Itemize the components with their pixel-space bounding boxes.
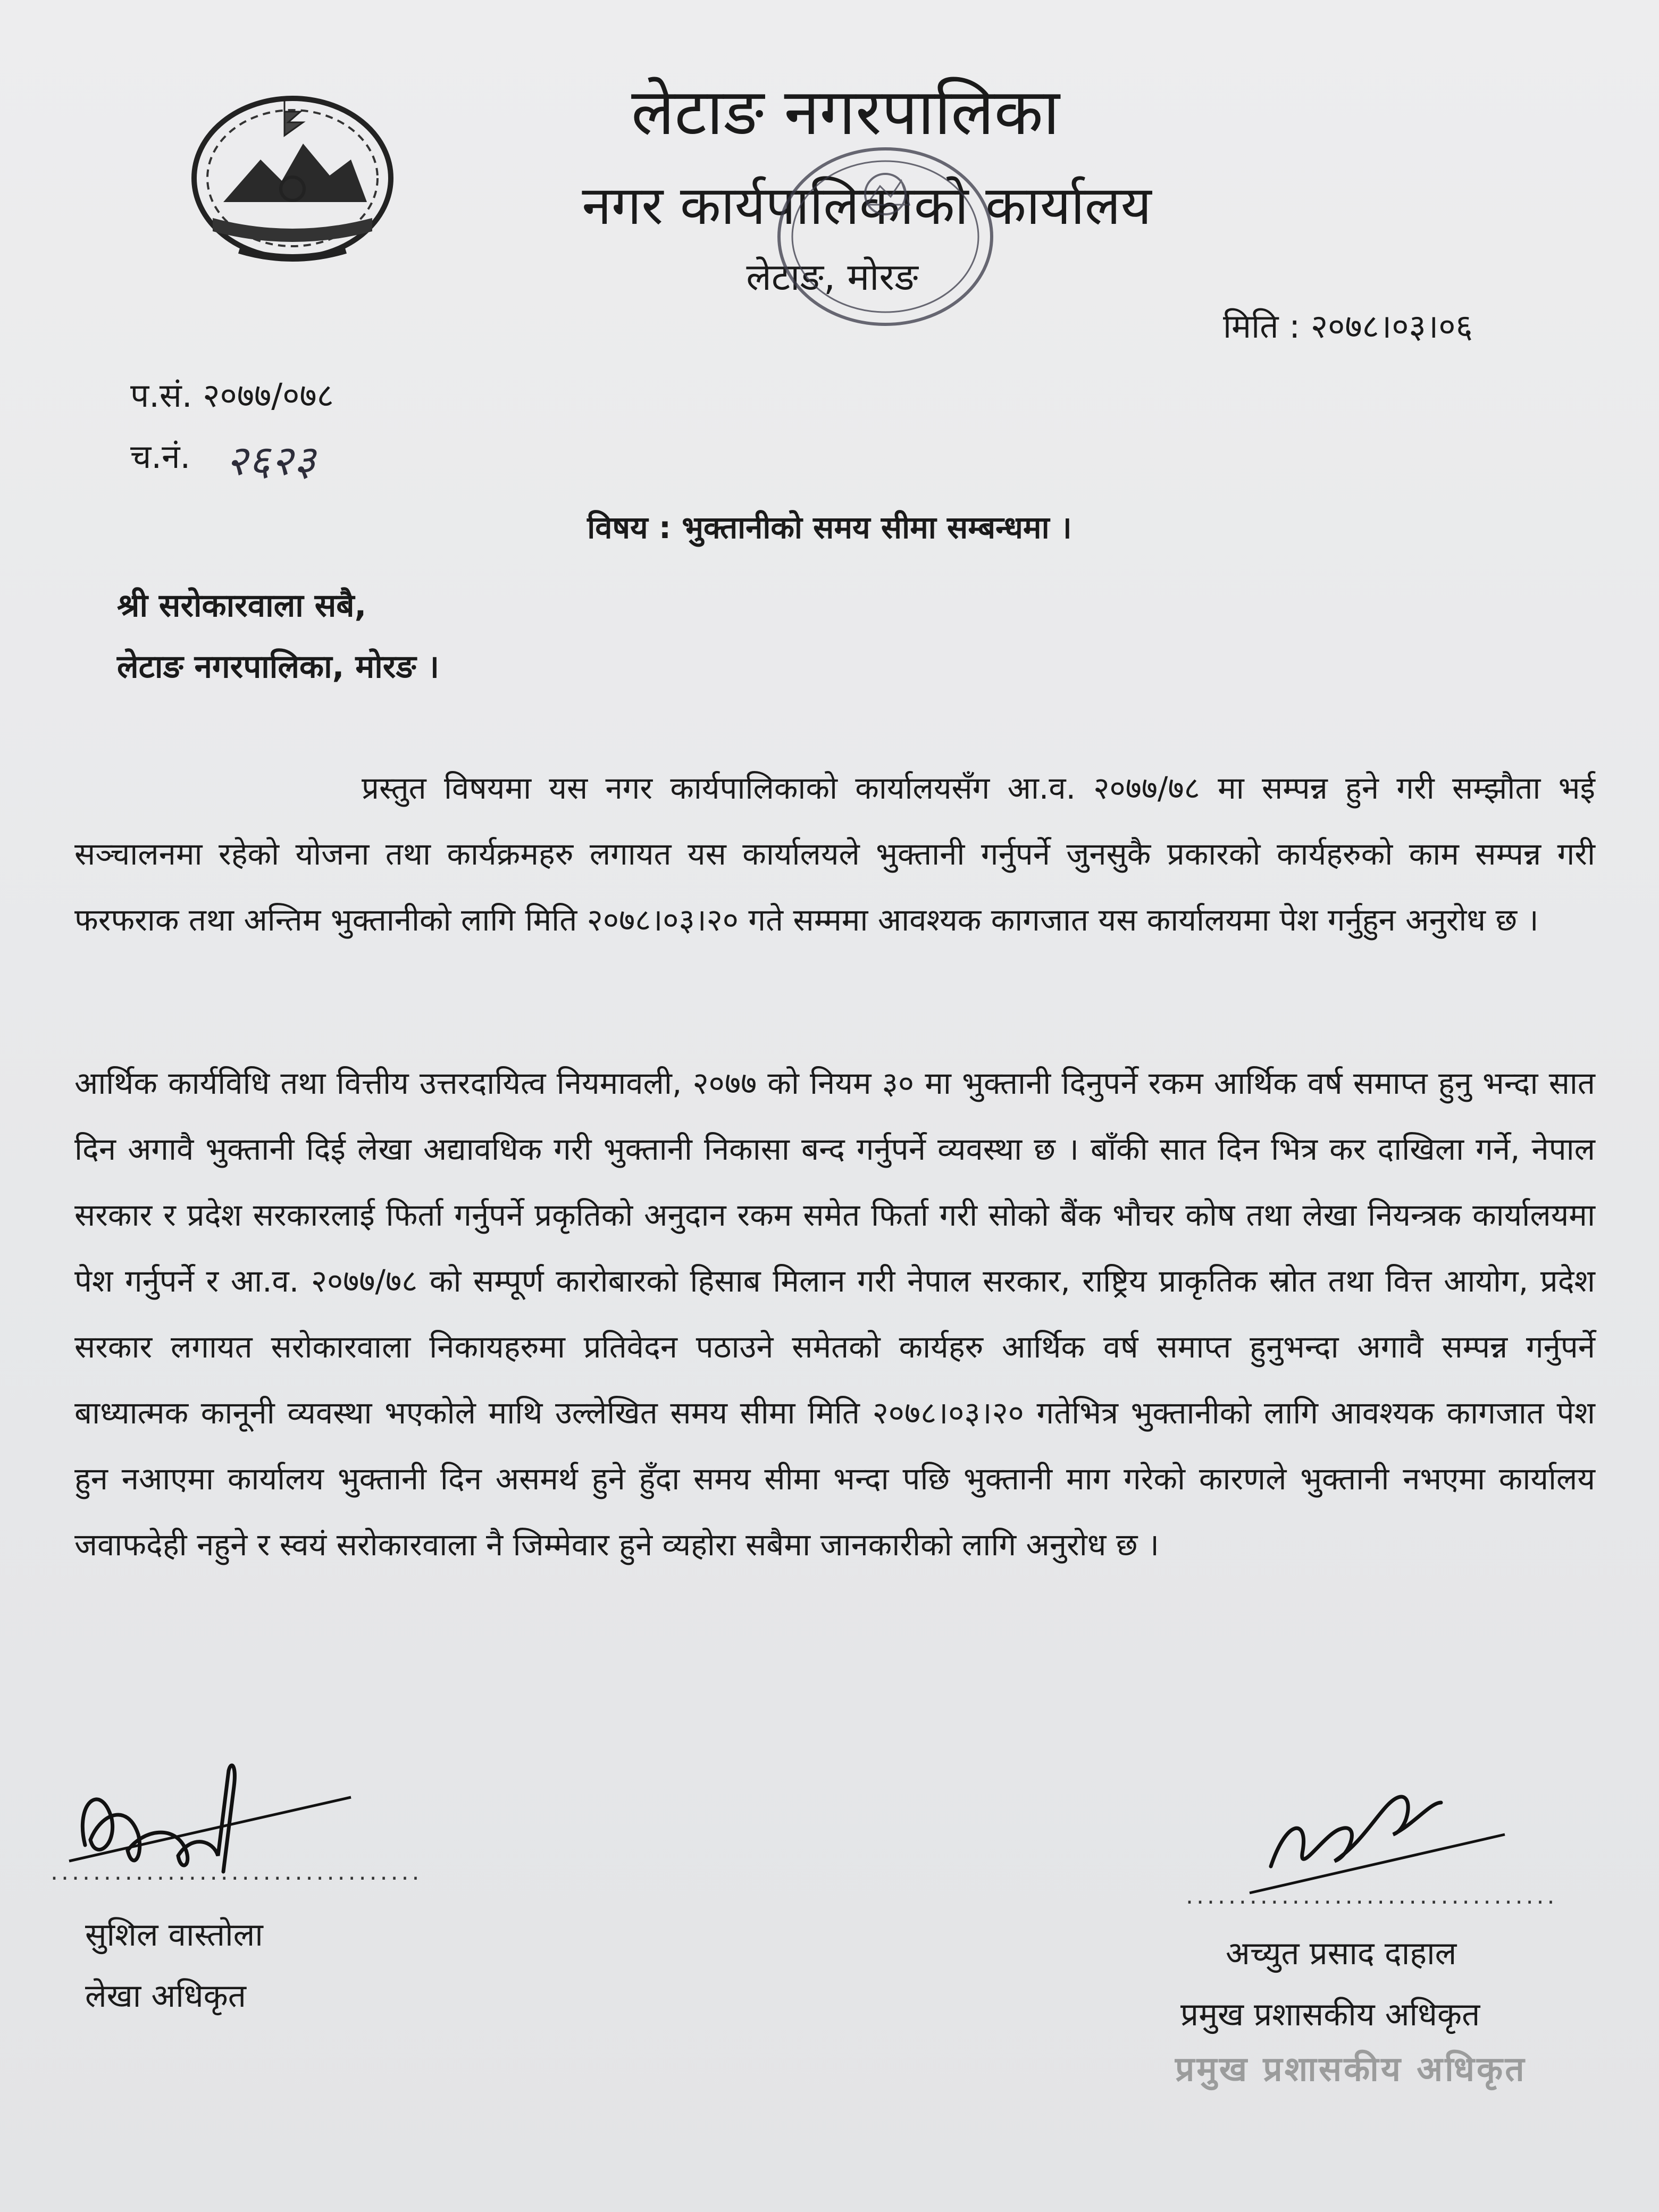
body-paragraph-2: आर्थिक कार्यविधि तथा वित्तीय उत्तरदायित्व नियमावली, २०७७ को नियम ३० मा भुक्तानी दिनुपर्ने रकम आर्थिक वर्ष समाप्त हुनु भन्दा सात दिन अगावै भुक्तानी दिई लेखा अद्यावधिक गरी भुक्तानी निकासा बन्द गर्नुपर्ने व्यवस्था छ । बाँकी सात दिन भित्र कर दाखिला गर्ने, नेपाल सरकार र प्रदेश सरकारलाई फिर्ता गर्नुपर्ने प्रकृतिको अनुदान रकम समेत फिर्ता गरी सोको बैंक भौचर कोष तथा लेखा नियन्त्रक कार्यालयमा पेश गर्नुपर्ने र आ.व. २०७७/७८ को सम्पूर्ण कारोबारको हिसाब मिलान गरी नेपाल सरकार, राष्ट्रिय प्राकृतिक स्रोत तथा वित्त आयोग, प्रदेश सरकार लगायत सरोकारवाला निकायहरुमा प्रतिवेदन पठाउने समेतको कार्यहरु आर्थिक वर्ष समाप्त हुनुभन्दा अगावै सम्पन्न गर्नुपर्ने बाध्यात्मक कानूनी व्यवस्था भएकोले माथि उल्लेखित समय सीमा मिति २०७८।०३।२० गतेभित्र भुक्तानीको लागि आवश्यक कागजात पेश हुन नआएमा कार्यालय भुक्तानी दिन असमर्थ हुने हुँदा समय सीमा भन्दा पछि भुक्तानी माग गरेको कारणले भुक्तानी नभएमा कार्यालय जवाफदेही नहुने र स्वयं सरोकारवाला नै जिम्मेवार हुने व्यहोरा सबैमा जानकारीको लागि अनुरोध छ । [74,1065,1595,1563]
office-place: लेटाङ, मोरङ [746,255,918,299]
org-name: लेटाङ नगरपालिका [631,76,1060,149]
body-paragraph-1: प्रस्तुत विषयमा यस नगर कार्यपालिकाको कार्यालयसँग आ.व. २०७७/७८ मा सम्पन्न हुने गरी सम्झौता भई सञ्चालनमा रहेको योजना तथा कार्यक्रमहरु लगायत यस कार्यालयले भुक्तानी गर्नुपर्ने जुनसुकै प्रकारको कार्यहरुको काम सम्पन्न गरी फरफराक तथा अन्तिम भुक्तानीको लागि मिति २०७८।०३।२० गते सम्ममा आवश्यक कागजात यस कार्यालयमा पेश गर्नुहुन अनुरोध छ । [74,770,1595,938]
addressee-line-1: श्री सरोकारवाला सबै, [117,587,367,624]
addressee-line-2: लेटाङ नगरपालिका, मोरङ । [117,648,440,685]
dispatch-number-label: च.नं. [130,437,191,476]
signer-right-title: प्रमुख प्रशासकीय अधिकृत [1180,1996,1480,2033]
letter-date: मिति : २०७८।०३।०६ [1223,307,1473,346]
reference-number: प.सं. २०७७/०७८ [130,376,334,415]
letter-subject: विषय : भुक्तानीको समय सीमा सम्बन्धमा । [587,509,1072,546]
signer-left-title: लेखा अधिकृत [85,1978,246,2015]
signature-line-left: ................................... [51,1858,423,1886]
dispatch-number-handwritten: २६२३ [226,437,317,485]
office-stamp-icon [760,136,1010,338]
office-name: नगर कार्यपालिकाको कार्यालय [582,174,1152,237]
signer-left-name: सुशिल वास्तोला [85,1916,263,1954]
signature-line-right: ................................... [1186,1882,1558,1909]
designation-stamp: प्रमुख प्रशासकीय अधिकृत [1175,2050,1527,2089]
signer-right-name: अच्युत प्रसाद दाहाल [1226,1935,1457,1972]
